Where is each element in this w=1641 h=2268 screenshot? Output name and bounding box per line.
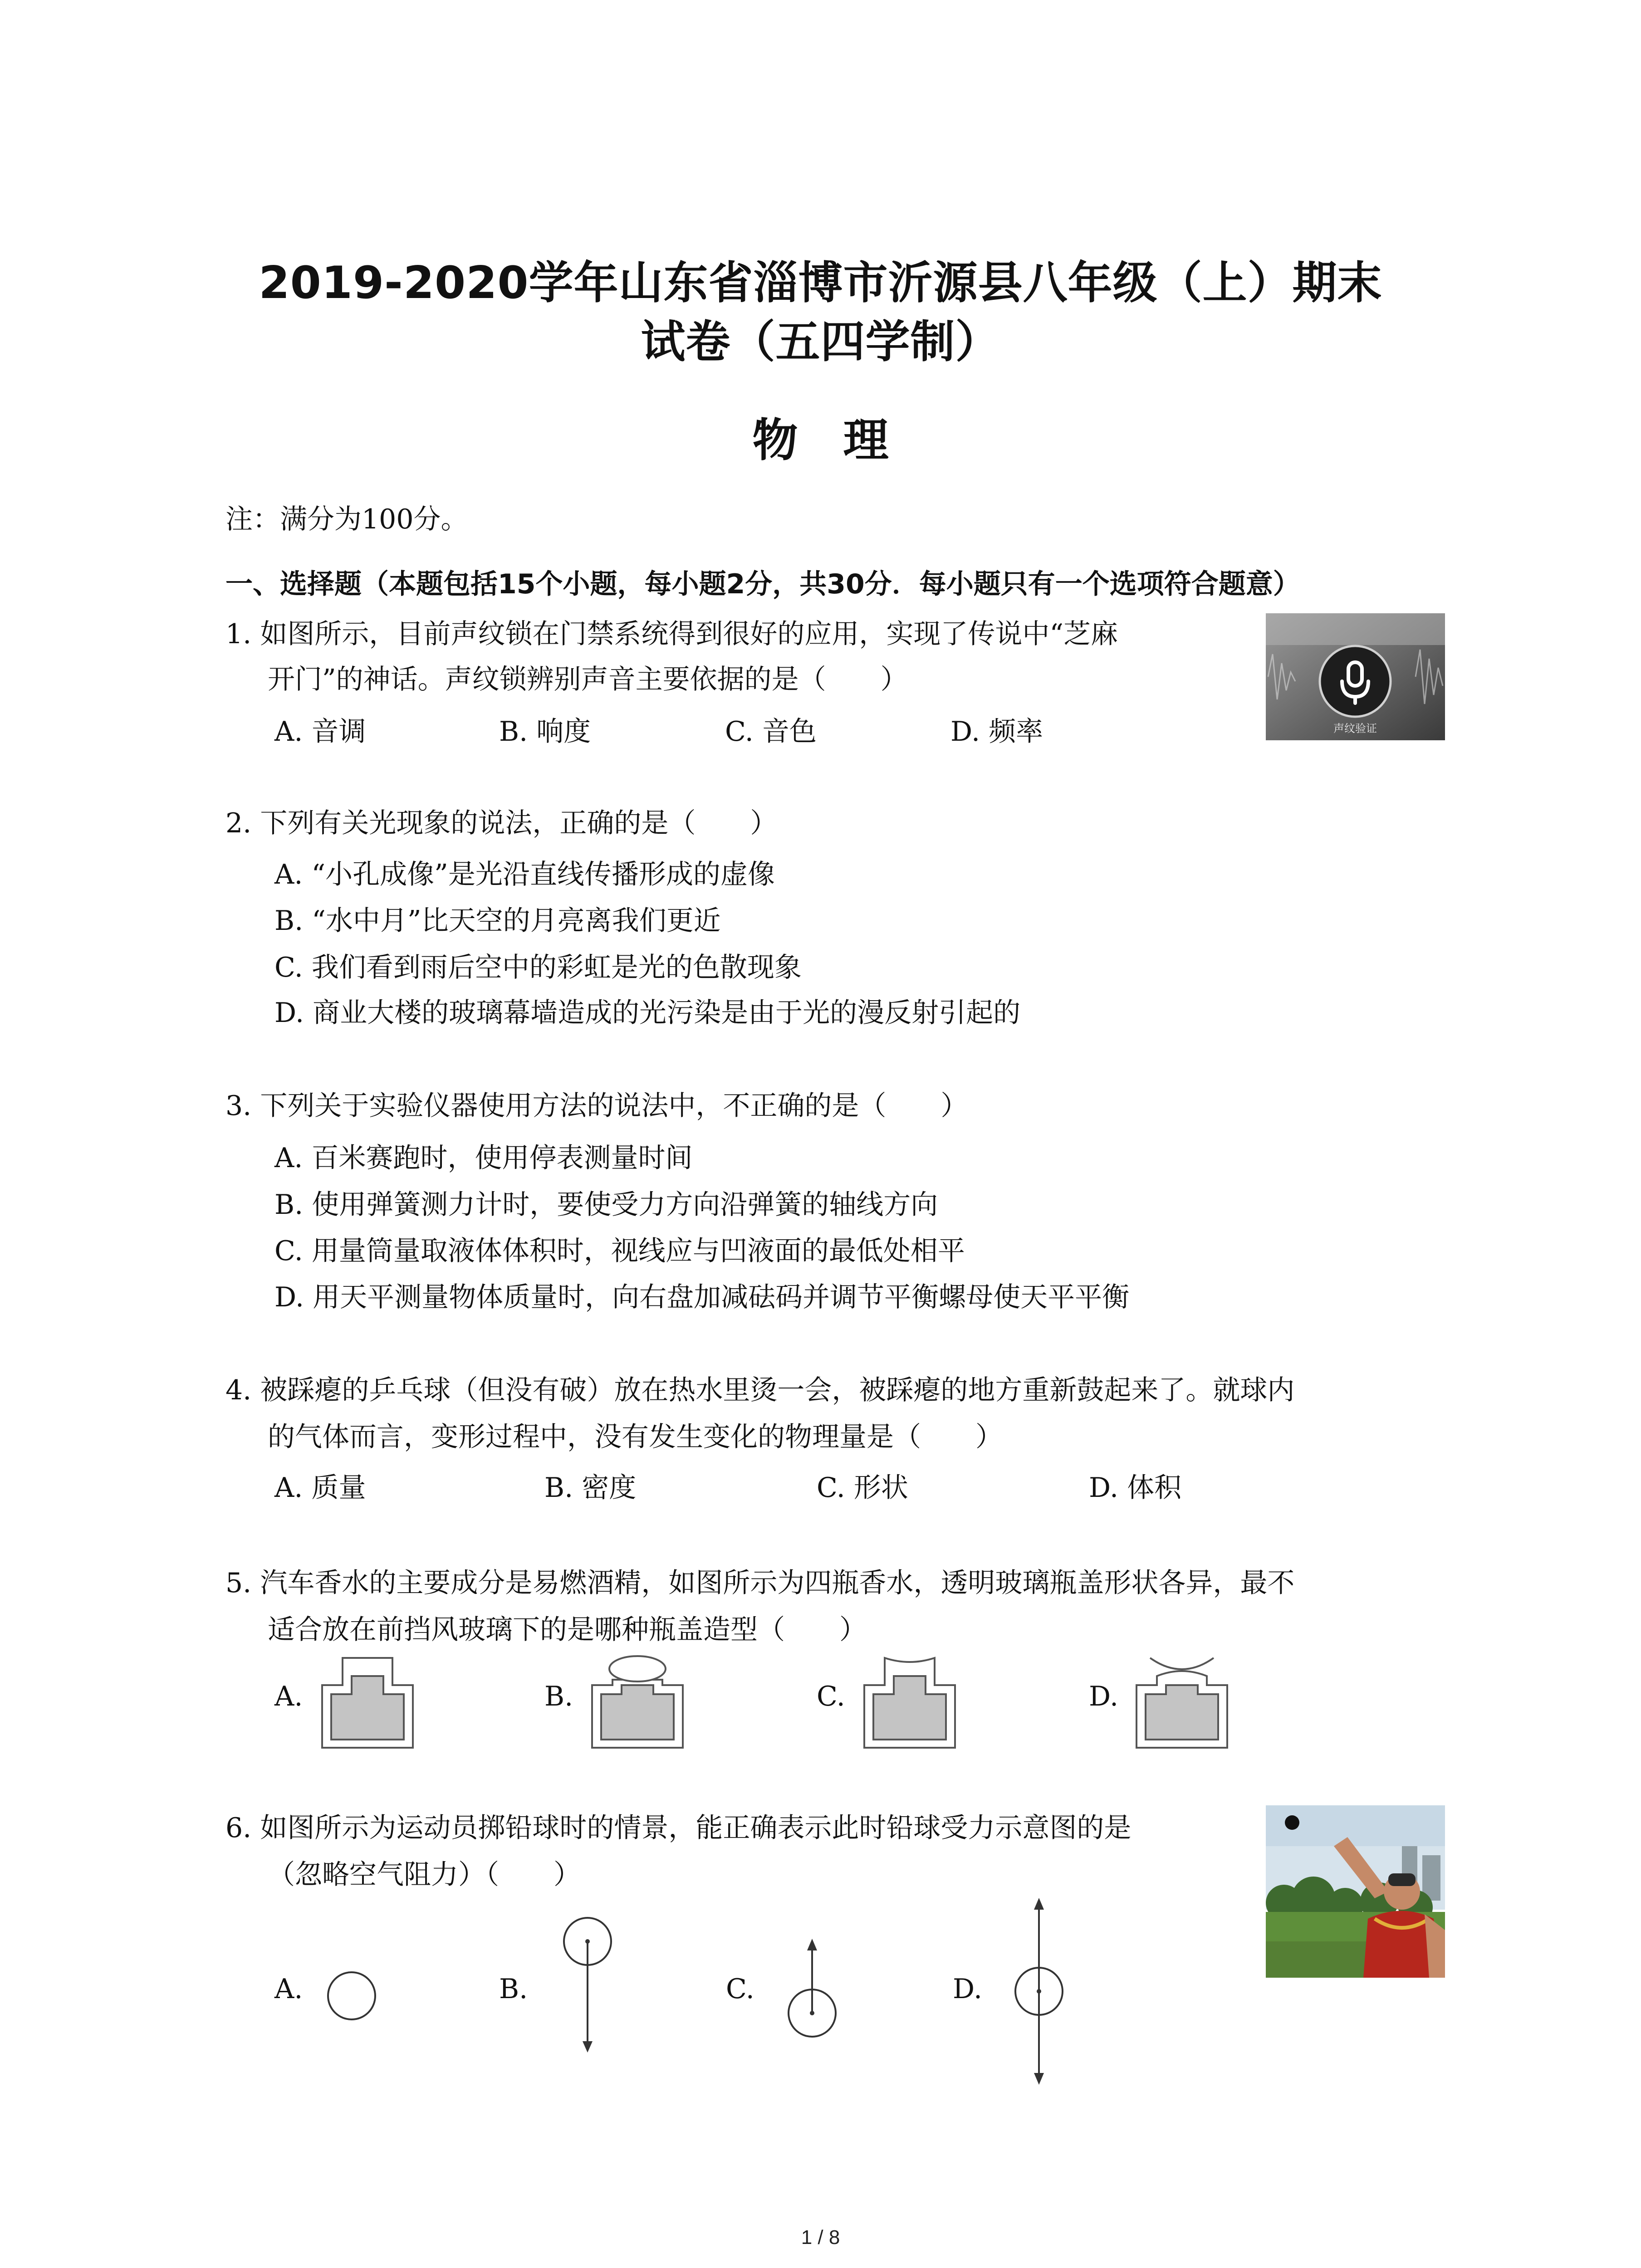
q6-option-b[interactable]: B.: [499, 1973, 528, 2005]
q6-force-diagram-d[interactable]: [1005, 1892, 1073, 2091]
score-note: 注：满分为100分。: [225, 503, 468, 535]
exam-title-line2: 试卷（五四学制）: [641, 316, 1000, 368]
q2-text-line1: 2. 下列有关光现象的说法，正确的是（ ）: [225, 807, 778, 839]
q1-option-b[interactable]: B. 响度: [499, 716, 591, 748]
q5-bottle-d[interactable]: [1132, 1653, 1232, 1751]
q6-text-line2: （忽略空气阻力）（ ）: [268, 1859, 581, 1891]
q3-option-b[interactable]: B. 使用弹簧测力计时，要使受力方向沿弹簧的轴线方向: [274, 1189, 938, 1221]
q5-option-c[interactable]: C.: [817, 1681, 845, 1712]
shot-put-athlete-photo: [1266, 1805, 1445, 1978]
q2-option-d[interactable]: D. 商业大楼的玻璃幕墙造成的光污染是由于光的漫反射引起的: [274, 997, 1021, 1029]
q6-option-a[interactable]: A.: [274, 1973, 303, 2005]
q3-option-c[interactable]: C. 用量筒量取液体体积时，视线应与凹液面的最低处相平: [274, 1235, 965, 1267]
voice-lock-caption: 声纹验证: [1333, 723, 1377, 735]
q5-text-line2: 适合放在前挡风玻璃下的是哪种瓶盖造型（ ）: [268, 1614, 867, 1646]
q5-option-a[interactable]: A.: [274, 1681, 303, 1712]
subject-title: 物理: [752, 414, 934, 467]
q4-option-a[interactable]: A. 质量: [274, 1472, 366, 1504]
q6-force-diagram-b[interactable]: [554, 1896, 622, 2068]
q6-option-d[interactable]: D.: [953, 1973, 983, 2005]
q3-text-line1: 3. 下列关于实验仪器使用方法的说法中，不正确的是（ ）: [225, 1090, 968, 1122]
q6-option-c[interactable]: C.: [726, 1973, 754, 2005]
q1-option-c[interactable]: C. 音色: [725, 716, 817, 748]
q6-text-line1: 6. 如图所示为运动员掷铅球时的情景，能正确表示此时铅球受力示意图的是: [225, 1812, 1132, 1844]
q5-bottle-a[interactable]: [318, 1653, 417, 1751]
q5-text-line1: 5. 汽车香水的主要成分是易燃酒精，如图所示为四瓶香水，透明玻璃瓶盖形状各异，最不: [225, 1567, 1295, 1599]
shot-put-ball: [1285, 1815, 1299, 1830]
q6-force-diagram-c[interactable]: [778, 1932, 846, 2059]
q5-bottle-b[interactable]: [588, 1653, 687, 1751]
q5-option-d[interactable]: D.: [1089, 1681, 1119, 1712]
exam-title-line1: 2019-2020学年山东省淄博市沂源县八年级（上）期末: [259, 257, 1382, 309]
voice-lock-image: [1266, 613, 1445, 740]
q3-option-d[interactable]: D. 用天平测量物体质量时，向右盘加减砝码并调节平衡螺母使天平平衡: [274, 1281, 1130, 1313]
q4-option-d[interactable]: D. 体积: [1089, 1472, 1182, 1504]
q4-text-line2: 的气体而言，变形过程中，没有发生变化的物理量是（ ）: [268, 1421, 1003, 1453]
q3-option-a[interactable]: A. 百米赛跑时，使用停表测量时间: [274, 1142, 693, 1174]
q4-option-b[interactable]: B. 密度: [544, 1472, 637, 1504]
q6-force-diagram-a[interactable]: [318, 1950, 386, 2041]
q1-text-line1: 1. 如图所示，目前声纹锁在门禁系统得到很好的应用，实现了传说中“芝麻: [225, 618, 1118, 650]
q5-option-b[interactable]: B.: [544, 1681, 573, 1712]
page-number: 1 / 8: [801, 2226, 840, 2248]
q1-text-line2: 开门”的神话。声纹锁辨别声音主要依据的是（ ）: [268, 664, 908, 695]
q2-option-c[interactable]: C. 我们看到雨后空中的彩虹是光的色散现象: [274, 952, 802, 983]
q2-option-a[interactable]: A. “小孔成像”是光沿直线传播形成的虚像: [274, 859, 775, 890]
q4-text-line1: 4. 被踩瘪的乒乓球（但没有破）放在热水里烫一会，被踩瘪的地方重新鼓起来了。就球内: [225, 1374, 1295, 1406]
q5-bottle-c[interactable]: [860, 1653, 960, 1751]
q1-option-a[interactable]: A. 音调: [274, 716, 366, 748]
q1-option-d[interactable]: D. 频率: [950, 716, 1043, 748]
section-heading: 一、选择题（本题包括15个小题，每小题2分，共30分．每小题只有一个选项符合题意）: [225, 568, 1300, 600]
q4-option-c[interactable]: C. 形状: [817, 1472, 908, 1504]
q2-option-b[interactable]: B. “水中月”比天空的月亮离我们更近: [274, 905, 721, 937]
